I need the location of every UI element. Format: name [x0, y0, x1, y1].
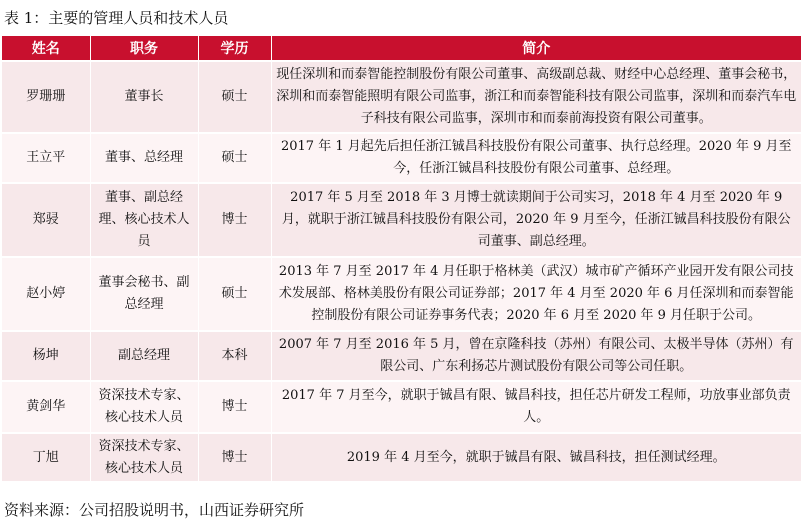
cell-position: 资深技术专家、核心技术人员	[90, 433, 198, 481]
cell-bio: 2017 年 1 月起先后担任浙江铖昌科技股份有限公司董事、执行总经理。2020 年 9 月至今，任浙江铖昌科技股份有限公司董事、总经理。	[271, 133, 801, 183]
cell-education: 博士	[198, 433, 271, 481]
cell-bio: 2017 年 5 月至 2018 年 3 月博士就读期间于公司实习，2018 年 4 月至 2020 年 9 月，就职于浙江铖昌科技股份有限公司，2020 年 9 月至今，任浙江铖昌科技股份有限公司董事、副总经理。	[271, 183, 801, 257]
cell-bio: 现任深圳和而泰智能控制股份有限公司董事、高级副总裁、财经中心总经理、董事会秘书，深圳和而泰智能照明有限公司监事，浙江和而泰智能科技有限公司监事，深圳和而泰汽车电子科技有限公司监事，深圳市和而泰前海投资有限公司董事。	[271, 61, 801, 133]
cell-position: 董事、总经理	[90, 133, 198, 183]
table-row	[2, 433, 801, 481]
table-row	[2, 257, 801, 331]
cell-education: 本科	[198, 331, 271, 381]
table-row	[2, 61, 801, 133]
management-table	[2, 36, 801, 481]
cell-position: 董事长	[90, 61, 198, 133]
cell-education: 硕士	[198, 61, 271, 133]
cell-education: 硕士	[198, 257, 271, 331]
table-row	[2, 183, 801, 257]
cell-name: 郑骎	[2, 183, 90, 257]
table-row	[2, 381, 801, 433]
table-row	[2, 331, 801, 381]
cell-education: 博士	[198, 381, 271, 433]
cell-bio: 2007 年 7 月至 2016 年 5 月，曾在京隆科技（苏州）有限公司、太极半导体（苏州）有限公司、广东利扬芯片测试股份有限公司等公司任职。	[271, 331, 801, 381]
cell-position: 副总经理	[90, 331, 198, 381]
cell-name: 黄剑华	[2, 381, 90, 433]
cell-bio: 2013 年 7 月至 2017 年 4 月任职于格林美（武汉）城市矿产循环产业园开发有限公司技术发展部、格林美股份有限公司证券部；2017 年 4 月至 2020 年 6 月任深圳和而泰智能控制股份有限公司证券事务代表；2020 年 6 月至 2020 年 9 月任职于公司。	[271, 257, 801, 331]
cell-education: 博士	[198, 183, 271, 257]
table-caption: 表 1：主要的管理人员和技术人员	[4, 9, 229, 27]
source-note: 资料来源：公司招股说明书，山西证券研究所	[4, 501, 305, 519]
table-row	[2, 133, 801, 183]
cell-bio: 2019 年 4 月至今，就职于铖昌有限、铖昌科技，担任测试经理。	[271, 433, 801, 481]
cell-bio: 2017 年 7 月至今，就职于铖昌有限、铖昌科技，担任芯片研发工程师，功放事业部负责人。	[271, 381, 801, 433]
header-education: 学历	[198, 36, 271, 61]
cell-name: 赵小婷	[2, 257, 90, 331]
cell-education: 硕士	[198, 133, 271, 183]
table-header-row	[2, 36, 801, 61]
header-name: 姓名	[2, 36, 90, 61]
cell-position: 董事会秘书、副总经理	[90, 257, 198, 331]
header-bio: 简介	[271, 36, 801, 61]
cell-name: 丁旭	[2, 433, 90, 481]
cell-name: 罗珊珊	[2, 61, 90, 133]
header-position: 职务	[90, 36, 198, 61]
cell-name: 王立平	[2, 133, 90, 183]
cell-position: 董事、副总经理、核心技术人员	[90, 183, 198, 257]
cell-position: 资深技术专家、核心技术人员	[90, 381, 198, 433]
cell-name: 杨坤	[2, 331, 90, 381]
